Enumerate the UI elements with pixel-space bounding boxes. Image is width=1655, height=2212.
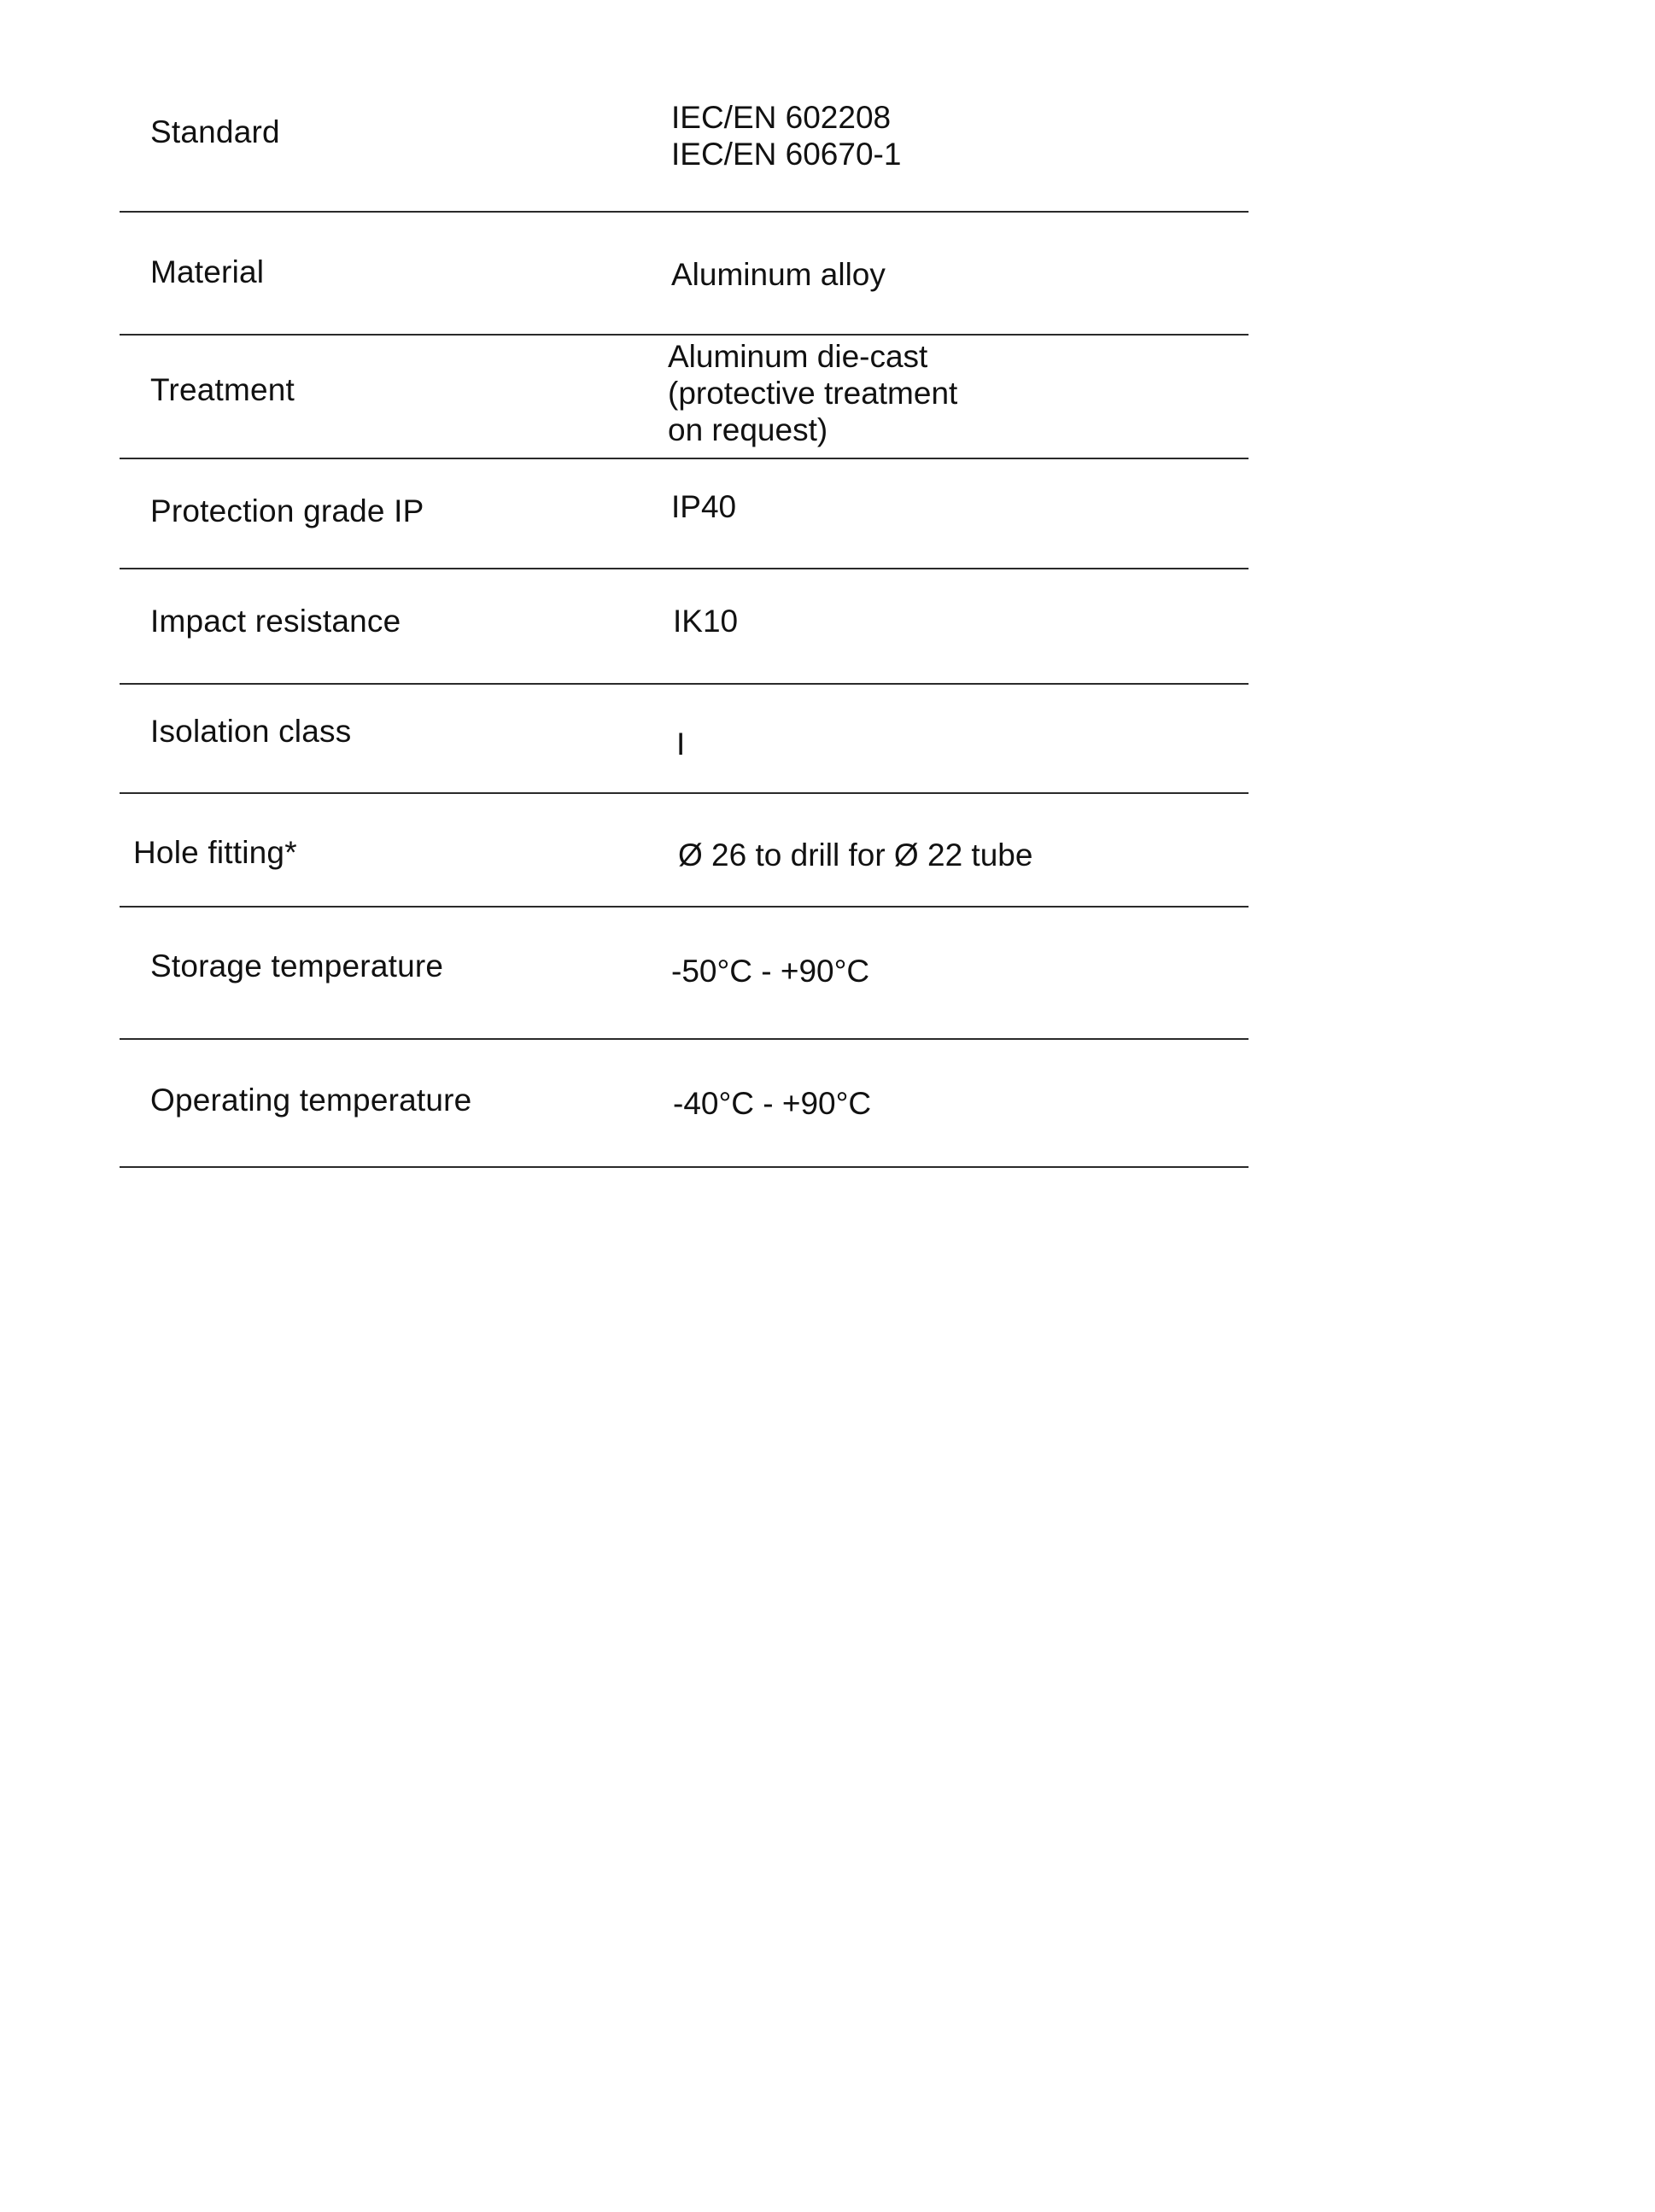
spec-label-impact-resistance: Impact resistance [150, 604, 401, 639]
spec-value-line: IP40 [671, 489, 737, 524]
spec-value-line: (protective treatment [668, 376, 958, 411]
spec-label-isolation-class: Isolation class [150, 714, 352, 749]
spec-label-hole-fitting: Hole fitting* [133, 835, 297, 870]
spec-value-line: -50°C - +90°C [671, 954, 870, 989]
spec-value-impact-resistance [673, 603, 738, 639]
spec-value-line: IEC/EN 60670-1 [671, 137, 902, 172]
spec-label-standard: Standard [150, 114, 280, 149]
row-divider [120, 334, 1249, 336]
spec-value-line: Aluminum die-cast [668, 339, 928, 374]
spec-value-line: -40°C - +90°C [673, 1086, 872, 1121]
row-divider [120, 792, 1249, 794]
spec-value-storage-temperature [671, 953, 869, 989]
spec-value-hole-fitting [678, 837, 1032, 873]
spec-label-treatment: Treatment [150, 372, 295, 407]
spec-value-protection-grade [671, 488, 736, 525]
spec-value-operating-temperature [673, 1085, 871, 1122]
spec-value-line: IK10 [673, 604, 739, 639]
spec-value-line: Ø 26 to drill for Ø 22 tube [678, 838, 1033, 873]
row-divider [120, 906, 1249, 908]
spec-value-treatment [668, 338, 957, 448]
row-divider [120, 1166, 1249, 1168]
spec-value-line: Aluminum alloy [671, 257, 886, 292]
spec-label-material: Material [150, 254, 265, 289]
spec-value-isolation-class [676, 726, 685, 762]
spec-label-protection-grade: Protection grade IP [150, 493, 424, 528]
spec-value-line: IEC/EN 602208 [671, 100, 892, 135]
row-divider [120, 1038, 1249, 1040]
spec-value-line: on request) [668, 412, 828, 447]
spec-value-standard [671, 99, 901, 172]
spec-value-line: I [676, 727, 686, 762]
row-divider [120, 211, 1249, 213]
spec-label-storage-temperature: Storage temperature [150, 948, 444, 983]
row-divider [120, 683, 1249, 685]
spec-value-material [671, 256, 886, 293]
row-divider [120, 458, 1249, 459]
spec-label-operating-temperature: Operating temperature [150, 1083, 472, 1118]
row-divider [120, 568, 1249, 569]
